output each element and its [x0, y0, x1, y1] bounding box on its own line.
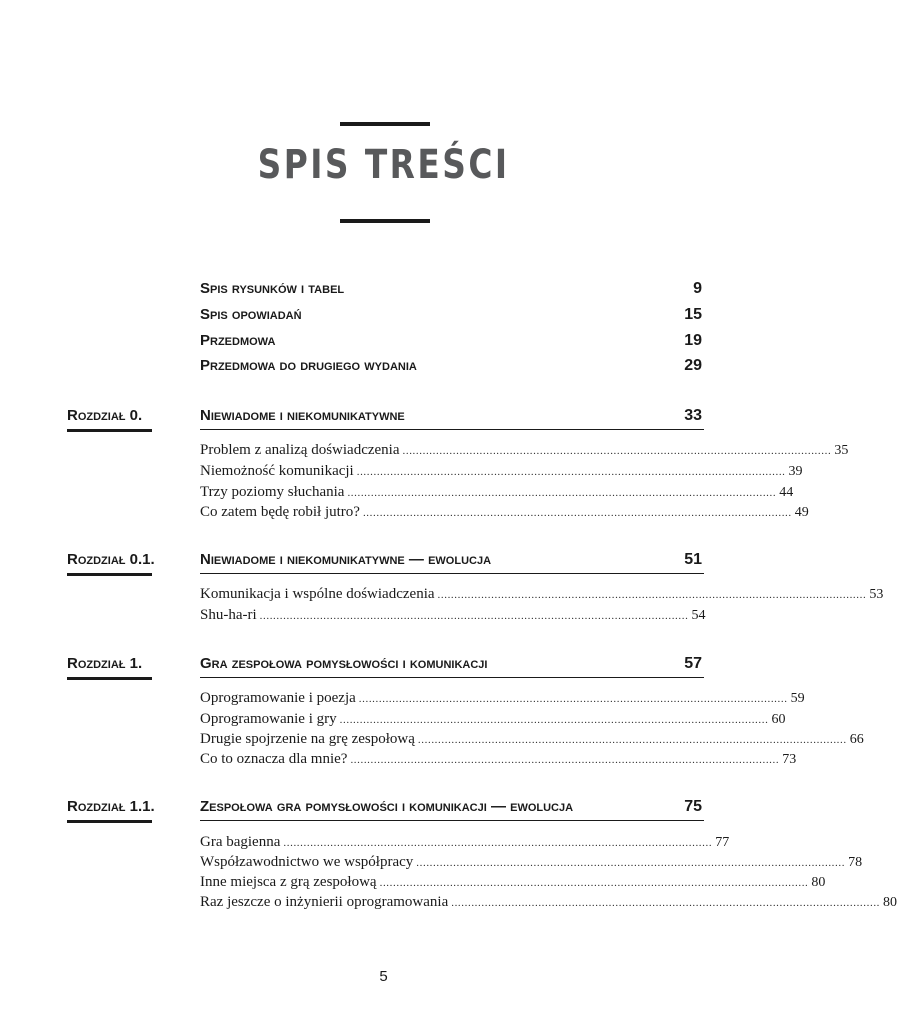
chapter-page: 75	[684, 798, 702, 815]
toc-entry-page: 44	[779, 485, 794, 500]
toc-entry-title: Trzy poziomy słuchania	[200, 484, 345, 500]
toc-entry[interactable]	[200, 834, 730, 854]
chapter-label: Rozdział 1.	[67, 655, 143, 672]
toc-front-item[interactable]	[200, 332, 702, 354]
toc-entry[interactable]	[200, 442, 849, 462]
toc-front-title: Przedmowa	[200, 332, 276, 349]
chapter-title: Gra zespołowa pomysłowości i komunikacji	[200, 655, 488, 672]
chapter-heading[interactable]	[200, 407, 702, 429]
chapter-title: Niewiadome i niekomunikatywne	[200, 407, 405, 424]
toc-front-item[interactable]	[200, 306, 702, 328]
chapter-title: Niewiadome i niekomunikatywne — ewolucja	[200, 551, 492, 568]
chapter-heading[interactable]	[200, 798, 702, 820]
chapter-rule	[200, 429, 704, 430]
toc-entry[interactable]	[200, 586, 884, 606]
toc-entry[interactable]	[200, 711, 786, 731]
chapter-heading[interactable]	[200, 655, 702, 677]
toc-entry-page: 49	[794, 505, 809, 520]
toc-entry-title: Oprogramowanie i gry	[200, 711, 337, 727]
toc-front-item[interactable]	[200, 357, 702, 379]
toc-entry-page: 59	[790, 691, 805, 706]
toc-entry[interactable]	[200, 751, 797, 771]
toc-entry[interactable]	[200, 854, 863, 874]
chapter-label-rule	[67, 573, 152, 576]
toc-leader-dots: ................................................................................................................................	[356, 466, 786, 478]
chapter-label-rule	[67, 429, 152, 432]
toc-front-page: 9	[693, 280, 702, 297]
toc-leader-dots: ................................................................................................................................	[259, 610, 689, 622]
toc-entry[interactable]	[200, 607, 706, 627]
toc-entry-title: Co zatem będę robił jutro?	[200, 504, 360, 520]
chapter-title: Zespołowa gra pomysłowości i komunikacji — ewolucja	[200, 798, 574, 815]
toc-leader-dots: ................................................................................................................................	[347, 487, 777, 499]
chapter-rule	[200, 573, 704, 574]
toc-leader-dots: ................................................................................................................................	[451, 897, 881, 909]
title-rule-bottom	[340, 219, 430, 223]
toc-leader-dots: ................................................................................................................................	[358, 693, 788, 705]
toc-entry-title: Komunikacja i wspólne doświadczenia	[200, 586, 435, 602]
chapter-page: 33	[684, 407, 702, 424]
toc-leader-dots: ................................................................................................................................	[350, 754, 780, 766]
toc-leader-dots: ................................................................................................................................	[362, 507, 792, 519]
toc-entry-title: Oprogramowanie i poezja	[200, 690, 356, 706]
toc-entry-title: Shu-ha-ri	[200, 607, 257, 623]
toc-entry-page: 39	[788, 464, 803, 479]
toc-entry-page: 80	[883, 895, 897, 910]
toc-entry-title: Problem z analizą doświadczenia	[200, 442, 400, 458]
toc-leader-dots: ................................................................................................................................	[416, 857, 846, 869]
toc-leader-dots: ................................................................................................................................	[437, 589, 867, 601]
toc-front-title: Przedmowa do drugiego wydania	[200, 357, 417, 374]
toc-entry[interactable]	[200, 690, 805, 710]
toc-front-page: 19	[684, 332, 702, 349]
toc-entry-title: Raz jeszcze o inżynierii oprogramowania	[200, 894, 449, 910]
toc-entry-page: 53	[869, 587, 884, 602]
toc-entry-page: 60	[771, 712, 786, 727]
chapter-rule	[200, 677, 704, 678]
toc-entry[interactable]	[200, 874, 826, 894]
toc-front-title: Spis rysunków i tabel	[200, 280, 345, 297]
toc-front-title: Spis opowiadań	[200, 306, 302, 323]
toc-entry-page: 78	[848, 855, 863, 870]
toc-entry-title: Gra bagienna	[200, 834, 281, 850]
toc-entry[interactable]	[200, 504, 809, 524]
chapter-label: Rozdział 1.1.	[67, 798, 155, 815]
toc-leader-dots: ................................................................................................................................	[417, 734, 847, 746]
toc-entry-title: Drugie spojrzenie na grę zespołową	[200, 731, 415, 747]
chapter-rule	[200, 820, 704, 821]
toc-entry-page: 80	[811, 875, 826, 890]
toc-front-page: 15	[684, 306, 702, 323]
chapter-label-rule	[67, 820, 152, 823]
chapter-page: 51	[684, 551, 702, 568]
toc-entry-page: 66	[849, 732, 864, 747]
toc-entry[interactable]	[200, 463, 803, 483]
toc-leader-dots: ................................................................................................................................	[402, 445, 832, 457]
toc-front-page: 29	[684, 357, 702, 374]
toc-leader-dots: ................................................................................................................................	[339, 714, 769, 726]
toc-entry-page: 77	[715, 835, 730, 850]
chapter-page: 57	[684, 655, 702, 672]
toc-entry-page: 54	[691, 608, 706, 623]
toc-entry[interactable]	[200, 484, 794, 504]
page-title: SPIS TREŚCI	[257, 142, 510, 188]
toc-entry-title: Współzawodnictwo we współpracy	[200, 854, 414, 870]
page-number: 5	[379, 968, 388, 985]
toc-entry-title: Niemożność komunikacji	[200, 463, 354, 479]
chapter-label-rule	[67, 677, 152, 680]
toc-entry-title: Co to oznacza dla mnie?	[200, 751, 348, 767]
toc-entry-page: 73	[782, 752, 797, 767]
chapter-label: Rozdział 0.1.	[67, 551, 155, 568]
toc-leader-dots: ................................................................................................................................	[379, 877, 809, 889]
title-rule-top	[340, 122, 430, 126]
toc-entry-page: 35	[834, 443, 849, 458]
toc-front-item[interactable]	[200, 280, 702, 302]
toc-entry[interactable]	[200, 894, 897, 914]
chapter-heading[interactable]	[200, 551, 702, 573]
chapter-label: Rozdział 0.	[67, 407, 143, 424]
toc-leader-dots: ................................................................................................................................	[283, 837, 713, 849]
toc-entry-title: Inne miejsca z grą zespołową	[200, 874, 377, 890]
toc-entry[interactable]	[200, 731, 864, 751]
